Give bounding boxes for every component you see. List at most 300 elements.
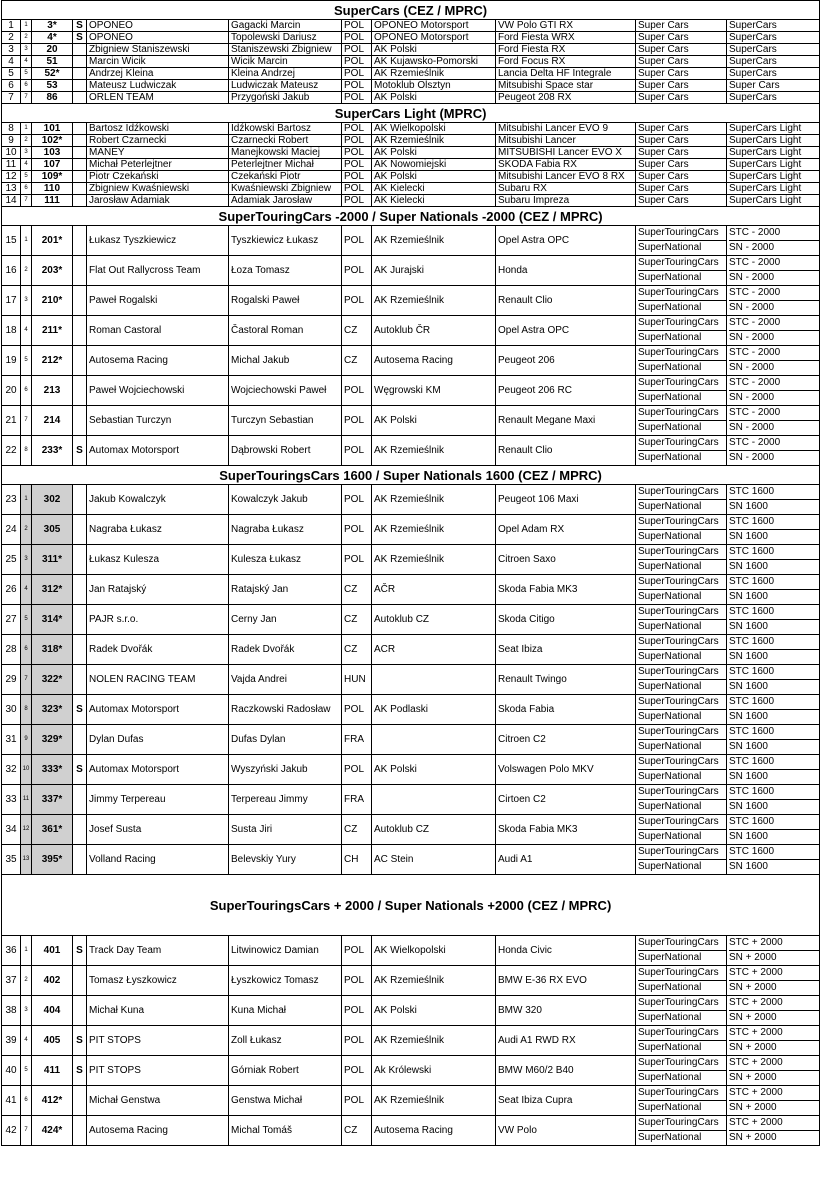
entrant-name: Jimmy Terpereau (87, 785, 229, 815)
start-number: 302 (32, 485, 73, 515)
car-model: Renault Twingo (496, 665, 636, 695)
class-name-line-2: SN 1600 (729, 769, 819, 784)
class-name-line-1: STC 1600 (729, 576, 775, 587)
class-name-line-2: SN + 2000 (729, 1040, 819, 1055)
class-name-line-1: STC + 2000 (729, 1057, 783, 1068)
nationality: POL (342, 936, 372, 966)
class-position: 6 (21, 376, 32, 406)
category-line-1: SuperTouringCars (638, 257, 719, 268)
driver-name: Cerny Jan (229, 605, 342, 635)
category (636, 485, 727, 515)
club-name: Autoklub ČR (372, 316, 496, 346)
table-row (2, 635, 820, 665)
class-position: 3 (21, 545, 32, 575)
nationality: FRA (342, 725, 372, 755)
row-number: 10 (2, 147, 21, 159)
nationality: POL (342, 195, 372, 207)
class-position: 1 (21, 936, 32, 966)
entrant-name: Mateusz Ludwiczak (87, 80, 229, 92)
start-number: 333* (32, 755, 73, 785)
class-position: 4 (21, 56, 32, 68)
row-number: 2 (2, 32, 21, 44)
car-model: Cirtoen C2 (496, 785, 636, 815)
class-name-line-2: SN 1600 (729, 559, 819, 574)
club-name: AK Rzemieślnik (372, 286, 496, 316)
club-name: AK Polski (372, 996, 496, 1026)
category (636, 226, 727, 256)
category: Super Cars (636, 171, 727, 183)
s-flag (73, 996, 87, 1026)
car-model: Peugeot 208 RX (496, 92, 636, 104)
start-number: 404 (32, 996, 73, 1026)
club-name: AK Rzemieślnik (372, 545, 496, 575)
category (636, 286, 727, 316)
entrant-name: Autosema Racing (87, 1116, 229, 1146)
club-name: AK Polski (372, 171, 496, 183)
nationality: POL (342, 20, 372, 32)
nationality: CH (342, 845, 372, 875)
class-position: 5 (21, 346, 32, 376)
club-name: AK Rzemieślnik (372, 226, 496, 256)
category (636, 376, 727, 406)
start-number: 424* (32, 1116, 73, 1146)
start-number: 20 (32, 44, 73, 56)
car-model: Honda Civic (496, 936, 636, 966)
category-line-2: SuperNational (638, 330, 726, 345)
row-number: 31 (2, 725, 21, 755)
s-flag (73, 966, 87, 996)
class-name: SuperCars Light (727, 135, 820, 147)
car-model: Volswagen Polo MKV (496, 755, 636, 785)
class-position: 8 (21, 436, 32, 466)
club-name: AČR (372, 575, 496, 605)
table-row (2, 575, 820, 605)
category-line-2: SuperNational (638, 619, 726, 634)
entrant-name: Robert Czarnecki (87, 135, 229, 147)
row-number: 26 (2, 575, 21, 605)
class-name-line-2: SN 1600 (729, 739, 819, 754)
row-number: 39 (2, 1026, 21, 1056)
class-position: 5 (21, 1056, 32, 1086)
class-name-line-1: STC - 2000 (729, 317, 781, 328)
category-line-1: SuperTouringCars (638, 287, 719, 298)
s-flag (73, 725, 87, 755)
class-name: SuperCars Light (727, 123, 820, 135)
class-name-line-1: STC 1600 (729, 816, 775, 827)
club-name (372, 665, 496, 695)
class-name-line-1: STC 1600 (729, 666, 775, 677)
category-line-1: SuperTouringCars (638, 756, 719, 767)
driver-name: Rogalski Paweł (229, 286, 342, 316)
driver-name: Górniak Robert (229, 1056, 342, 1086)
class-position: 1 (21, 20, 32, 32)
category-line-1: SuperTouringCars (638, 347, 719, 358)
start-number: 314* (32, 605, 73, 635)
class-position: 4 (21, 1026, 32, 1056)
s-flag: S (73, 1056, 87, 1086)
table-row (2, 695, 820, 725)
category-line-1: SuperTouringCars (638, 516, 719, 527)
club-name: Motoklub Olsztyn (372, 80, 496, 92)
category-line-2: SuperNational (638, 950, 726, 965)
class-name (727, 436, 820, 466)
table-row (2, 665, 820, 695)
class-name (727, 226, 820, 256)
row-number: 36 (2, 936, 21, 966)
nationality: POL (342, 123, 372, 135)
category-line-1: SuperTouringCars (638, 967, 719, 978)
s-flag (73, 815, 87, 845)
driver-name: Nagraba Łukasz (229, 515, 342, 545)
entrant-name: Zbigniew Kwaśniewski (87, 183, 229, 195)
category-line-2: SuperNational (638, 240, 726, 255)
driver-name: Gagacki Marcin (229, 20, 342, 32)
entrant-name: Radek Dvořák (87, 635, 229, 665)
table-row (2, 171, 820, 183)
s-flag: S (73, 20, 87, 32)
nationality: POL (342, 183, 372, 195)
category: Super Cars (636, 56, 727, 68)
class-name: SuperCars (727, 68, 820, 80)
table-row (2, 346, 820, 376)
driver-name: Manejkowski Maciej (229, 147, 342, 159)
category: Super Cars (636, 92, 727, 104)
category-line-2: SuperNational (638, 1070, 726, 1085)
class-position: 2 (21, 966, 32, 996)
entrant-name: Automax Motorsport (87, 695, 229, 725)
class-position: 8 (21, 695, 32, 725)
entrant-name: Michał Kuna (87, 996, 229, 1026)
club-name: AK Podlaski (372, 695, 496, 725)
entrant-name: PIT STOPS (87, 1056, 229, 1086)
class-position: 2 (21, 515, 32, 545)
start-number: 102* (32, 135, 73, 147)
club-name: AK Rzemieślnik (372, 1086, 496, 1116)
entrant-name: Michał Genstwa (87, 1086, 229, 1116)
class-position: 3 (21, 147, 32, 159)
entrant-name: Automax Motorsport (87, 755, 229, 785)
class-name (727, 936, 820, 966)
start-number: 86 (32, 92, 73, 104)
section-header-row (2, 207, 820, 226)
car-model: Skoda Fabia MK3 (496, 815, 636, 845)
row-number: 12 (2, 171, 21, 183)
row-number: 5 (2, 68, 21, 80)
class-position: 2 (21, 32, 32, 44)
start-number: 305 (32, 515, 73, 545)
category-line-2: SuperNational (638, 649, 726, 664)
entrant-name: MANEY (87, 147, 229, 159)
class-name-line-2: SN + 2000 (729, 1100, 819, 1115)
club-name: AK Rzemieślnik (372, 485, 496, 515)
class-name (727, 515, 820, 545)
class-position: 1 (21, 123, 32, 135)
category-line-2: SuperNational (638, 450, 726, 465)
entrant-name: Autosema Racing (87, 346, 229, 376)
category (636, 755, 727, 785)
class-name-line-2: SN - 2000 (729, 300, 819, 315)
s-flag (73, 80, 87, 92)
category-line-2: SuperNational (638, 559, 726, 574)
class-name: SuperCars Light (727, 159, 820, 171)
table-row (2, 485, 820, 515)
club-name: AK Kujawsko-Pomorski (372, 56, 496, 68)
entrant-name: Track Day Team (87, 936, 229, 966)
driver-name: Dąbrowski Robert (229, 436, 342, 466)
category (636, 515, 727, 545)
class-name-line-2: SN + 2000 (729, 980, 819, 995)
nationality: POL (342, 695, 372, 725)
class-name: SuperCars (727, 20, 820, 32)
driver-name: Častoral Roman (229, 316, 342, 346)
class-name (727, 376, 820, 406)
nationality: POL (342, 966, 372, 996)
club-name: Autosema Racing (372, 346, 496, 376)
car-model: Peugeot 206 RC (496, 376, 636, 406)
nationality: FRA (342, 785, 372, 815)
car-model: Lancia Delta HF Integrale (496, 68, 636, 80)
driver-name: Wicik Marcin (229, 56, 342, 68)
start-number: 201* (32, 226, 73, 256)
start-number: 401 (32, 936, 73, 966)
class-name-line-1: STC + 2000 (729, 1027, 783, 1038)
class-name-line-1: STC - 2000 (729, 347, 781, 358)
class-name-line-2: SN 1600 (729, 619, 819, 634)
nationality: CZ (342, 815, 372, 845)
category-line-2: SuperNational (638, 390, 726, 405)
s-flag (73, 635, 87, 665)
start-number: 53 (32, 80, 73, 92)
row-number: 37 (2, 966, 21, 996)
table-row (2, 20, 820, 32)
category: Super Cars (636, 123, 727, 135)
club-name: AK Rzemieślnik (372, 1026, 496, 1056)
class-position: 1 (21, 485, 32, 515)
category-line-2: SuperNational (638, 1040, 726, 1055)
class-name (727, 575, 820, 605)
s-flag: S (73, 695, 87, 725)
class-name-line-1: STC 1600 (729, 486, 775, 497)
class-name-line-1: STC - 2000 (729, 287, 781, 298)
category (636, 605, 727, 635)
class-name (727, 966, 820, 996)
nationality: POL (342, 755, 372, 785)
class-name: SuperCars Light (727, 147, 820, 159)
category-line-2: SuperNational (638, 739, 726, 754)
club-name: AK Rzemieślnik (372, 436, 496, 466)
category (636, 785, 727, 815)
row-number: 7 (2, 92, 21, 104)
nationality: POL (342, 80, 372, 92)
entrant-name: Łukasz Tyszkiewicz (87, 226, 229, 256)
class-name (727, 665, 820, 695)
s-flag (73, 68, 87, 80)
class-name (727, 286, 820, 316)
car-model: Skoda Fabia (496, 695, 636, 725)
driver-name: Czarnecki Robert (229, 135, 342, 147)
category (636, 635, 727, 665)
start-number: 405 (32, 1026, 73, 1056)
class-name-line-2: SN + 2000 (729, 1010, 819, 1025)
class-name-line-1: STC 1600 (729, 546, 775, 557)
s-flag (73, 485, 87, 515)
club-name: AK Wielkopolski (372, 936, 496, 966)
category (636, 545, 727, 575)
category-line-1: SuperTouringCars (638, 816, 719, 827)
class-name (727, 1056, 820, 1086)
section-header-row (2, 466, 820, 485)
nationality: CZ (342, 316, 372, 346)
row-number: 6 (2, 80, 21, 92)
category-line-2: SuperNational (638, 499, 726, 514)
table-row (2, 316, 820, 346)
driver-name: Terpereau Jimmy (229, 785, 342, 815)
row-number: 4 (2, 56, 21, 68)
category-line-1: SuperTouringCars (638, 666, 719, 677)
class-name: SuperCars (727, 56, 820, 68)
table-row (2, 936, 820, 966)
table-row (2, 755, 820, 785)
entrant-name: Sebastian Turczyn (87, 406, 229, 436)
car-model: Audi A1 RWD RX (496, 1026, 636, 1056)
row-number: 40 (2, 1056, 21, 1086)
start-number: 411 (32, 1056, 73, 1086)
section-header-row (2, 104, 820, 123)
category: Super Cars (636, 183, 727, 195)
club-name: AK Polski (372, 92, 496, 104)
table-row (2, 996, 820, 1026)
class-name-line-1: STC 1600 (729, 846, 775, 857)
class-position: 6 (21, 1086, 32, 1116)
driver-name: Kwaśniewski Zbigniew (229, 183, 342, 195)
table-row (2, 406, 820, 436)
class-position: 3 (21, 996, 32, 1026)
table-row (2, 1026, 820, 1056)
nationality: POL (342, 996, 372, 1026)
table-row (2, 56, 820, 68)
table-row (2, 966, 820, 996)
club-name: AK Rzemieślnik (372, 966, 496, 996)
table-row (2, 32, 820, 44)
class-name (727, 1026, 820, 1056)
entrant-name: PIT STOPS (87, 1026, 229, 1056)
row-number: 22 (2, 436, 21, 466)
category-line-2: SuperNational (638, 420, 726, 435)
table-row (2, 845, 820, 875)
class-name (727, 996, 820, 1026)
category-line-1: SuperTouringCars (638, 846, 719, 857)
nationality: POL (342, 485, 372, 515)
row-number: 13 (2, 183, 21, 195)
nationality: CZ (342, 635, 372, 665)
driver-name: Kleina Andrzej (229, 68, 342, 80)
table-row (2, 92, 820, 104)
driver-name: Vajda Andrei (229, 665, 342, 695)
car-model: Opel Astra OPC (496, 316, 636, 346)
entrant-name: Zbigniew Staniszewski (87, 44, 229, 56)
category-line-1: SuperTouringCars (638, 546, 719, 557)
entrant-name: PAJR s.r.o. (87, 605, 229, 635)
car-model: Honda (496, 256, 636, 286)
row-number: 16 (2, 256, 21, 286)
class-position: 2 (21, 256, 32, 286)
category (636, 316, 727, 346)
entrant-name: Dylan Dufas (87, 725, 229, 755)
category (636, 406, 727, 436)
section-title: SuperCars Light (MPRC) (2, 104, 820, 123)
entrant-name: Jan Ratajský (87, 575, 229, 605)
entrant-name: Automax Motorsport (87, 436, 229, 466)
nationality: POL (342, 56, 372, 68)
start-number: 210* (32, 286, 73, 316)
category-line-1: SuperTouringCars (638, 726, 719, 737)
car-model: Audi A1 (496, 845, 636, 875)
class-name-line-2: SN - 2000 (729, 450, 819, 465)
entrant-name: Łukasz Kulesza (87, 545, 229, 575)
class-name-line-1: STC - 2000 (729, 257, 781, 268)
s-flag (73, 665, 87, 695)
category (636, 845, 727, 875)
s-flag (73, 1086, 87, 1116)
s-flag (73, 44, 87, 56)
nationality: POL (342, 256, 372, 286)
section-header-row (2, 875, 820, 936)
car-model: Peugeot 106 Maxi (496, 485, 636, 515)
s-flag (73, 147, 87, 159)
driver-name: Belevskiy Yury (229, 845, 342, 875)
start-number: 101 (32, 123, 73, 135)
nationality: POL (342, 32, 372, 44)
nationality: POL (342, 226, 372, 256)
category: Super Cars (636, 147, 727, 159)
class-name-line-2: SN + 2000 (729, 950, 819, 965)
class-name (727, 635, 820, 665)
start-number: 103 (32, 147, 73, 159)
category: Super Cars (636, 195, 727, 207)
category-line-2: SuperNational (638, 360, 726, 375)
row-number: 15 (2, 226, 21, 256)
s-flag: S (73, 755, 87, 785)
start-number: 412* (32, 1086, 73, 1116)
entrant-name: Marcin Wicik (87, 56, 229, 68)
category-line-2: SuperNational (638, 529, 726, 544)
category-line-1: SuperTouringCars (638, 937, 719, 948)
nationality: POL (342, 92, 372, 104)
s-flag (73, 195, 87, 207)
category: Super Cars (636, 44, 727, 56)
category (636, 996, 727, 1026)
nationality: POL (342, 1086, 372, 1116)
club-name: AK Rzemieślnik (372, 135, 496, 147)
class-name-line-1: STC 1600 (729, 726, 775, 737)
category-line-2: SuperNational (638, 1010, 726, 1025)
class-position: 13 (21, 845, 32, 875)
driver-name: Wyszyński Jakub (229, 755, 342, 785)
driver-name: Łoza Tomasz (229, 256, 342, 286)
s-flag (73, 785, 87, 815)
car-model: Renault Clio (496, 436, 636, 466)
start-number: 111 (32, 195, 73, 207)
category-line-1: SuperTouringCars (638, 1117, 719, 1128)
class-position: 7 (21, 195, 32, 207)
driver-name: Zoll Łukasz (229, 1026, 342, 1056)
class-name: SuperCars Light (727, 183, 820, 195)
row-number: 24 (2, 515, 21, 545)
nationality: POL (342, 147, 372, 159)
category (636, 695, 727, 725)
car-model: Ford Focus RX (496, 56, 636, 68)
category (636, 725, 727, 755)
